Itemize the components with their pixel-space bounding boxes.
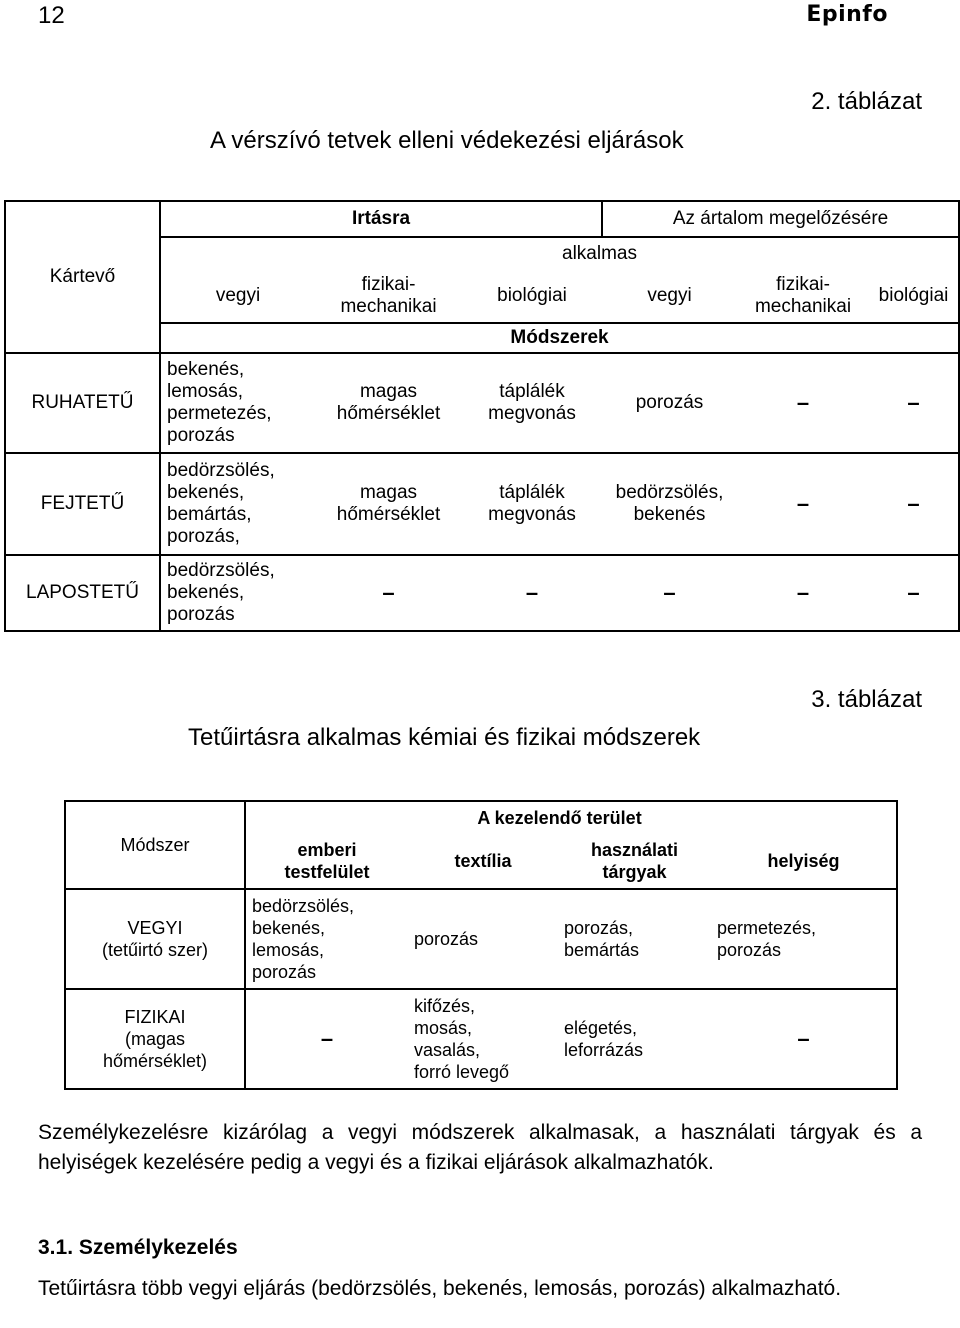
header-biologiai-megelozes: biológiai bbox=[869, 269, 959, 323]
cell-biol: táplálék megvonás bbox=[462, 353, 602, 453]
cell-prev-vegyi: – bbox=[602, 555, 737, 631]
pest-control-table bbox=[4, 200, 960, 632]
method-fizikai bbox=[65, 989, 245, 1089]
methods-table bbox=[64, 800, 898, 1090]
cell-prev-vegyi: bedörzsölés, bekenés bbox=[602, 453, 737, 555]
header-emberi: emberi testfelület bbox=[245, 833, 408, 889]
cell-textilia: kifőzés, mosás, vasalás, forró levegő bbox=[408, 989, 558, 1089]
header-kartevo: Kártevő bbox=[5, 201, 160, 353]
table-row bbox=[5, 555, 959, 631]
cell-prev-biol: – bbox=[869, 453, 959, 555]
method-name: FIZIKAI bbox=[124, 1007, 186, 1027]
cell-helyiseg: – bbox=[711, 989, 897, 1089]
header-modszerek: Módszerek bbox=[160, 323, 959, 353]
table2-title: A vérszívó tetvek elleni védekezési eljárások bbox=[210, 127, 684, 154]
cell-vegyi: bedörzsölés, bekenés, porozás bbox=[160, 555, 315, 631]
page-number: 12 bbox=[38, 2, 65, 29]
cell-biol: táplálék megvonás bbox=[462, 453, 602, 555]
cell-prev-biol: – bbox=[869, 353, 959, 453]
header-fizmech-irtas: fizikai- mechanikai bbox=[315, 269, 462, 323]
cell-hasznalati: elégetés, leforrázás bbox=[558, 989, 711, 1089]
cell-vegyi: bekenés, lemosás, permetezés, porozás bbox=[160, 353, 315, 453]
header-irtasra: Irtásra bbox=[160, 201, 602, 237]
cell-emberi: – bbox=[245, 989, 408, 1089]
cell-prev-fizmech: – bbox=[737, 353, 869, 453]
header-alkalmas: alkalmas bbox=[462, 237, 737, 269]
table2-number: 2. táblázat bbox=[811, 88, 922, 115]
cell-prev-vegyi: porozás bbox=[602, 353, 737, 453]
method-vegyi bbox=[65, 889, 245, 989]
cell-emberi: bedörzsölés, bekenés, lemosás, porozás bbox=[245, 889, 408, 989]
header-vegyi-irtas: vegyi bbox=[160, 269, 315, 323]
table-row bbox=[65, 989, 897, 1089]
cell-biol: – bbox=[462, 555, 602, 631]
header-hasznalati: használati tárgyak bbox=[558, 833, 711, 889]
cell-prev-biol: – bbox=[869, 555, 959, 631]
table-row bbox=[65, 889, 897, 989]
header-helyiseg: helyiség bbox=[711, 833, 897, 889]
header-artalom: Az ártalom megelőzésére bbox=[602, 201, 959, 237]
header-vegyi-megelozes: vegyi bbox=[602, 269, 737, 323]
section-heading: 3.1. Személykezelés bbox=[38, 1236, 238, 1259]
header-textilia: textília bbox=[408, 833, 558, 889]
cell-vegyi: bedörzsölés, bekenés, bemártás, porozás, bbox=[160, 453, 315, 555]
header-fizmech-megelozes: fizikai- mechanikai bbox=[737, 269, 869, 323]
method-name: VEGYI bbox=[127, 918, 183, 938]
cell-prev-fizmech: – bbox=[737, 453, 869, 555]
cell-helyiseg: permetezés, porozás bbox=[711, 889, 897, 989]
pest-fejtetu: FEJTETŰ bbox=[5, 453, 160, 555]
cell-fizmech: magas hőmérséklet bbox=[315, 453, 462, 555]
pest-lapostetu: LAPOSTETŰ bbox=[5, 555, 160, 631]
brand-logo: Epinfo bbox=[806, 2, 888, 27]
cell-fizmech: – bbox=[315, 555, 462, 631]
cell-prev-fizmech: – bbox=[737, 555, 869, 631]
table3-title: Tetűirtásra alkalmas kémiai és fizikai módszerek bbox=[188, 724, 701, 751]
header-biologiai-irtas: biológiai bbox=[462, 269, 602, 323]
method-sub: (tetűirtó szer) bbox=[101, 940, 209, 960]
header-modszer: Módszer bbox=[65, 801, 245, 889]
cell-textilia: porozás bbox=[408, 889, 558, 989]
cell-hasznalati: porozás, bemártás bbox=[558, 889, 711, 989]
table3-number: 3. táblázat bbox=[811, 686, 922, 713]
paragraph-tetuirtas: Tetűirtásra több vegyi eljárás (bedörzsölés, bekenés, lemosás, porozás) alkalmazható. bbox=[38, 1277, 842, 1300]
cell-fizmech: magas hőmérséklet bbox=[315, 353, 462, 453]
table-row bbox=[5, 353, 959, 453]
pest-ruhatetu: RUHATETŰ bbox=[5, 353, 160, 453]
header-kezelendo-terulet: A kezelendő terület bbox=[408, 801, 711, 833]
paragraph-szemelykezeles: Személykezelésre kizárólag a vegyi módszerek alkalmasak, a használati tárgyak és a helyiségek kezelésére pedig a vegyi és a fizikai eljárások alkalmazhatók. bbox=[38, 1121, 922, 1174]
method-sub: (magas hőmérséklet) bbox=[102, 1029, 208, 1071]
table-row bbox=[5, 453, 959, 555]
